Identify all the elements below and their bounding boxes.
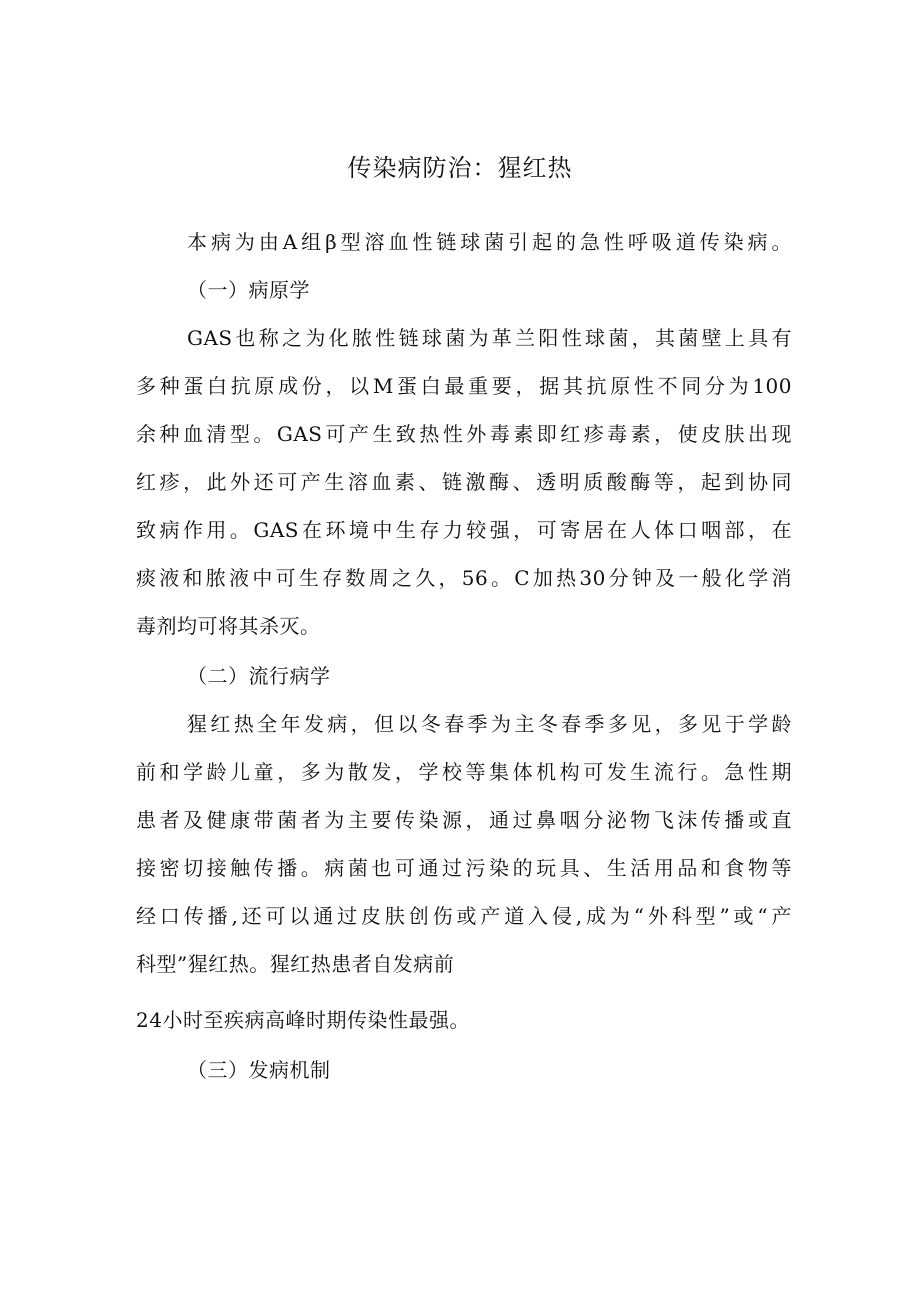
paragraph-line: GAS也称之为化脓性链球菌为革兰阳性球菌，其菌壁上具有 <box>187 326 792 350</box>
paragraph-line: 痰液和脓液中可生存数周之久，56。C加热30分钟及一般化学消 <box>136 566 792 590</box>
paragraph-line: 多种蛋白抗原成份，以M蛋白最重要，据其抗原性不同分为100 <box>136 374 792 398</box>
paragraph-line: 毒剂均可将其杀灭。 <box>136 614 321 638</box>
paragraph-line: 致病作用。GAS在环境中生存力较强，可寄居在人体口咽部，在 <box>136 518 792 542</box>
paragraph-line: 红疹，此外还可产生溶血素、链激酶、透明质酸酶等，起到协同 <box>136 470 792 494</box>
paragraph-line: 猩红热全年发病，但以冬春季为主冬春季多见，多见于学龄 <box>187 712 792 736</box>
paragraph-line: 前和学龄儿童，多为散发，学校等集体机构可发生流行。急性期 <box>136 760 792 784</box>
paragraph-line: 经口传播,还可以通过皮肤创伤或产道入侵,成为“外科型”或“产 <box>136 904 792 928</box>
paragraph-line: 接密切接触传播。病菌也可通过污染的玩具、生活用品和食物等 <box>136 856 792 880</box>
intro-paragraph: 本病为由A组β型溶血性链球菌引起的急性呼吸道传染病。 <box>187 230 792 254</box>
section-heading-pathogenesis: （三）发病机制 <box>187 1058 331 1082</box>
paragraph-line: 余种血清型。GAS可产生致热性外毒素即红疹毒素，使皮肤出现 <box>136 422 792 446</box>
section-heading-epidemiology: （二）流行病学 <box>187 664 331 688</box>
document-title: 传染病防治：猩红热 <box>347 154 573 182</box>
paragraph-line: 科型”猩红热。猩红热患者自发病前 <box>136 952 455 976</box>
paragraph-line: 24小时至疾病高峰时期传染性最强。 <box>136 1008 470 1032</box>
section-heading-pathogen: （一）病原学 <box>187 278 310 302</box>
paragraph-line: 患者及健康带菌者为主要传染源，通过鼻咽分泌物飞沫传播或直 <box>136 808 792 832</box>
